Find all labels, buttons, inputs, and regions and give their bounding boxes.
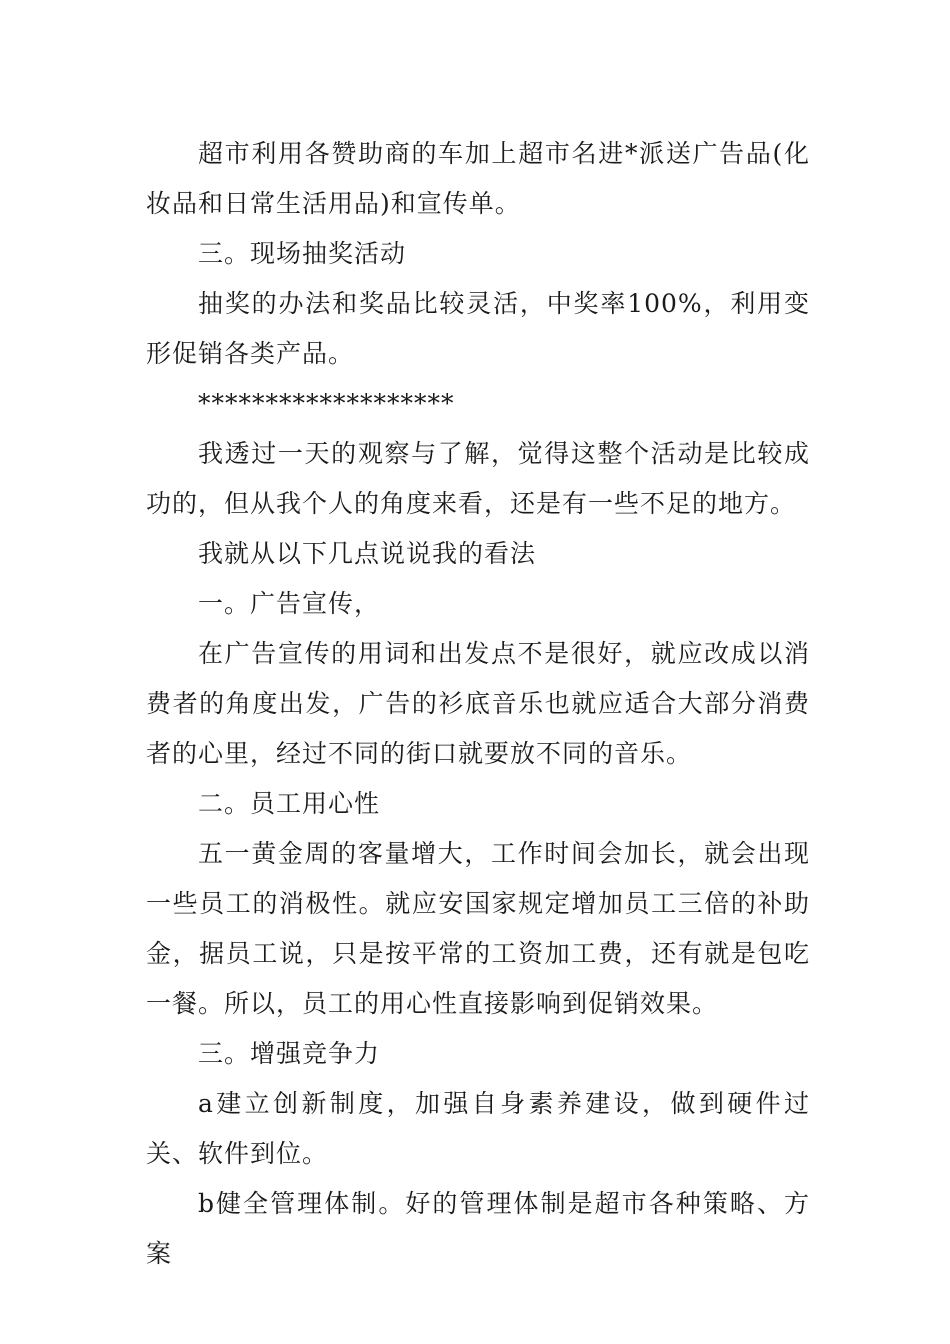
paragraph-sponsor-vehicles: 超市利用各赞助商的车加上超市名进*派送广告品(化妆品和日常生活用品)和宣传单。 bbox=[146, 139, 810, 218]
paragraph-innovation-system: a建立创新制度，加强自身素养建设，做到硬件过关、软件到位。 bbox=[146, 1089, 810, 1168]
heading-staff-motivation: 二。员工用心性 bbox=[198, 789, 381, 818]
paragraph-observation: 我透过一天的观察与了解，觉得这整个活动是比较成功的，但从我个人的角度来看，还是有一些不足的地方。 bbox=[146, 439, 810, 518]
heading-competitiveness: 三。增强竞争力 bbox=[198, 1039, 381, 1068]
paragraph-staff-motivation: 五一黄金周的客量增大，工作时间会加长，就会出现一些员工的消极性。就应安国家规定增加员工三倍的补助金，据员工说，只是按平常的工资加工费，还有就是包吃一餐。所以，员工的用心性直接影响到促销效果。 bbox=[146, 839, 810, 1018]
paragraph-advertising: 在广告宣传的用词和出发点不是很好，就应改成以消费者的角度出发，广告的衫底音乐也就应适合大部分消费者的心里，经过不同的街口就要放不同的音乐。 bbox=[146, 639, 810, 768]
heading-advertising: 一。广告宣传， bbox=[198, 589, 381, 618]
heading-lottery-activity: 三。现场抽奖活动 bbox=[198, 239, 407, 268]
paragraph-lottery-details: 抽奖的办法和奖品比较灵活，中奖率100%，利用变形促销各类产品。 bbox=[146, 289, 810, 368]
paragraph-opinion-intro: 我就从以下几点说说我的看法 bbox=[198, 539, 537, 568]
section-divider-asterisks: ******************* bbox=[198, 389, 455, 418]
paragraph-management-system: b健全管理体制。好的管理体制是超市各种策略、方案 bbox=[146, 1189, 810, 1268]
document-body bbox=[146, 129, 810, 1279]
